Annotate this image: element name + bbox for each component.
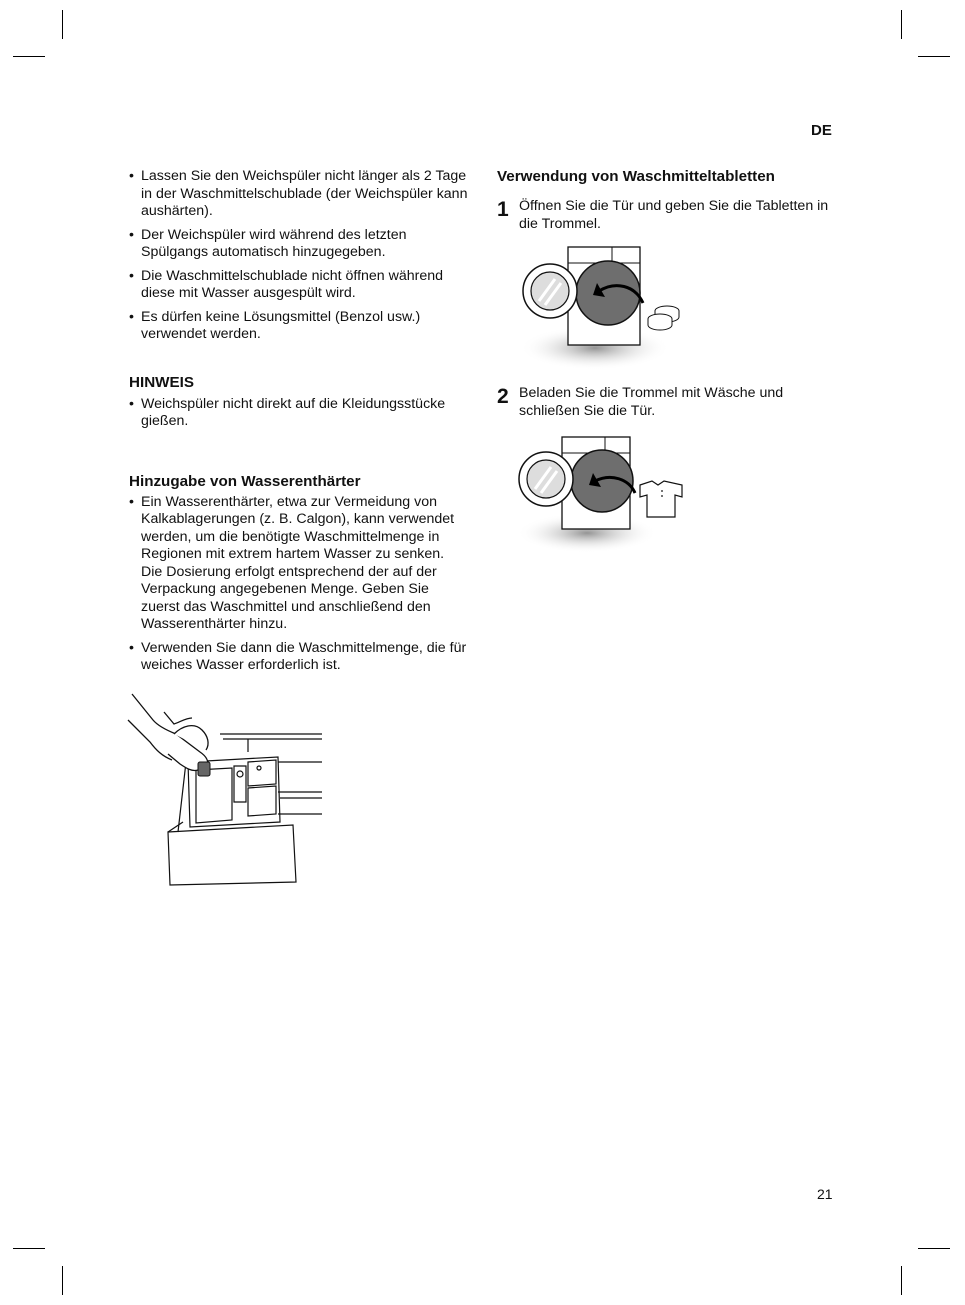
section-heading: Hinzugabe von Wasserenthärter [129, 472, 361, 490]
step-number: 2 [497, 385, 509, 408]
softener-list [129, 494, 469, 675]
page-number: 21 [817, 1186, 833, 1202]
crop-mark [13, 56, 45, 57]
crop-mark [62, 1266, 63, 1295]
washer-laundry-illustration [515, 435, 695, 560]
washer-tablets-illustration [515, 245, 695, 375]
list-item: • Verwenden Sie dann die Waschmittelmenge, die für weiches Wasser erforderlich ist. [129, 640, 469, 675]
list-item: • Der Weichspüler wird während des letzten Spülgangs automatisch hinzugegeben. [129, 227, 469, 262]
crop-mark [918, 56, 950, 57]
note-heading: HINWEIS [129, 373, 194, 391]
step-text: Öffnen Sie die Tür und geben Sie die Tabletten in die Trommel. [519, 198, 829, 232]
softener-warnings-list [129, 168, 469, 344]
note-list [129, 396, 469, 431]
step-number: 1 [497, 198, 509, 221]
step-1 [497, 198, 837, 233]
section-heading: Verwendung von Waschmitteltabletten [497, 168, 775, 185]
list-item: • Lassen Sie den Weichspüler nicht länger als 2 Tage in der Waschmittelschublade (der Weichspüler kann aushärten). [129, 168, 469, 221]
step-2 [497, 385, 837, 420]
language-label: DE [811, 122, 832, 139]
list-item: • Weichspüler nicht direkt auf die Kleidungsstücke gießen. [129, 396, 469, 431]
list-item: • Ein Wasserenthärter, etwa zur Vermeidung von Kalkablagerungen (z. B. Calgon), kann verwendet werden, um die benötigte Waschmittelmenge in Regionen mit extrem hartem Wasser zu senken. Die Dosierung erfolgt entsprechend der auf der Verpackung angegebenen Menge. Geben Sie zuerst das Waschmittel und anschließend den Wasserenthärter hinzu. [129, 494, 469, 634]
list-item: • Die Waschmittelschublade nicht öffnen während diese mit Wasser ausgespült wird. [129, 268, 469, 303]
crop-mark [918, 1248, 950, 1249]
drawer-illustration [128, 692, 328, 892]
crop-mark [13, 1248, 45, 1249]
list-item: • Es dürfen keine Lösungsmittel (Benzol usw.) verwendet werden. [129, 309, 469, 344]
crop-mark [901, 1266, 902, 1295]
crop-mark [901, 10, 902, 39]
crop-mark [62, 10, 63, 39]
left-column [129, 168, 469, 681]
step-text: Beladen Sie die Trommel mit Wäsche und schließen Sie die Tür. [519, 385, 784, 419]
